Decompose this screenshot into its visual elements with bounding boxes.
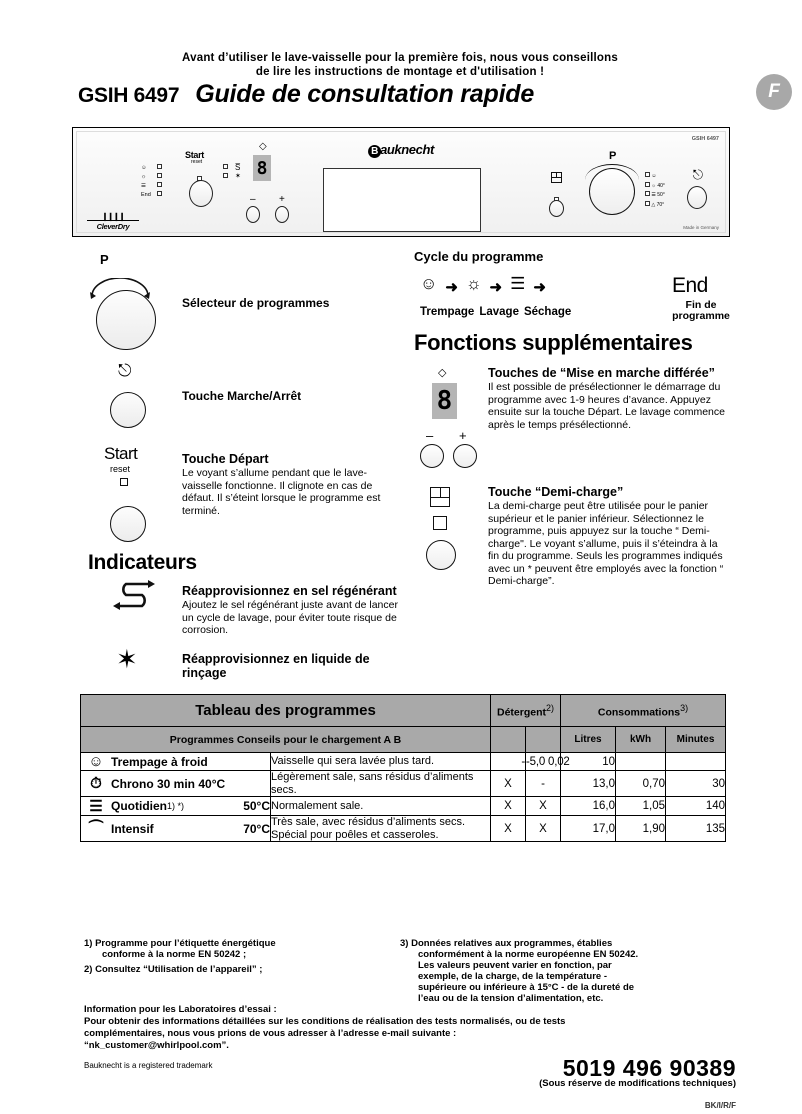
power-symbol-icon: ⎋ [118,361,132,380]
row-3-kwh: 1,90 [616,816,666,842]
delay-icons [418,366,488,443]
half-load-button[interactable] [426,540,456,570]
brand-rest: auknecht [380,142,434,157]
delay-text-block [488,366,728,431]
title-row [78,80,778,109]
start-word: Start [104,444,138,463]
cycle-name-wash: Lavage [479,306,519,318]
panel-start-button[interactable] [189,180,213,207]
half-load-lamp [433,516,447,530]
row-2-desc: Normalement sale. [271,797,491,816]
cycle-name-dry: Séchage [523,306,572,318]
start-text-block [182,452,407,517]
end-caption-line1: Fin de [685,299,717,311]
footnote-3-line5: supérieure ou inférieure à 15°C - de la dureté de [418,982,635,993]
row-3-minutes: 135 [666,816,726,842]
table-row [81,753,726,771]
footnote-right [400,938,730,1004]
lab-line2: Pour obtenir des informations détaillées sur les conditions de réalisation des tests normalisés, ou de tests [84,1016,566,1027]
cycle-step-dry [510,274,525,294]
row-2-litres: 16,0 [561,797,616,816]
power-button-illustration[interactable] [110,392,146,428]
row-2-detergent-a: X [491,797,526,816]
footnote-3-line2: conformément à la norme européenne EN 50242. [418,949,639,960]
rinse-aid-icon: ✶ [235,173,241,180]
table-detergent-b-col [526,727,561,753]
page-code: BK/I/R/F [704,1101,736,1110]
row-2-minutes: 140 [666,797,726,816]
delay-heading: Touches de “Mise en marche différée” [488,366,715,380]
row-0-empty-2 [666,753,726,771]
panel-left-lamp-column [157,164,162,200]
panel-indicator-symbols [235,163,241,181]
footnote-1-line2: conforme à la norme EN 50242 ; [102,949,247,960]
panel-right-lamp-column [223,164,228,182]
row-2-detergent-b: X [526,797,561,816]
delay-minus-label: – [426,428,434,443]
delay-diamond-icon: ◇ [259,141,267,152]
power-icon: ⎋ [692,167,703,182]
cleverdry-logo [87,214,139,231]
cycle-end-caption [668,300,734,322]
salt-body: Ajoutez le sel régénérant juste avant de lancer un cycle de lavage, pour éviter toute risque de corrosion. [182,599,398,636]
half-load-text-block [488,485,728,588]
panel-model-code: GSIH 6497 [691,136,719,142]
wash-icon: ☼ [465,274,482,293]
selector-p-label: P [100,252,109,267]
lamp-program-4 [645,201,650,206]
language-badge: F [756,74,792,110]
delay-minus-button[interactable] [420,444,444,468]
row-2-program-cell [81,797,271,816]
onoff-label: Touche Marche/Arrêt [182,389,302,403]
delay-plus-label: + [459,428,467,443]
document-number: 5019 496 90389 [562,1055,736,1081]
panel-p-label: P [609,150,617,162]
row-1-minutes: 30 [666,771,726,797]
panel-label-end: End [141,192,151,198]
row-0-minutes: 10 [561,753,616,771]
row-0-detergent-a: - [491,753,526,771]
half-load-icons [418,485,488,588]
cycle-end-word: End [672,274,708,297]
table-row [81,816,726,842]
row-0-detergent-b: - [526,755,530,768]
row-3-detergent-b: X [526,816,561,842]
row-3-detergent-a: X [491,816,526,842]
trademark-note: Bauknecht is a registered trademark [84,1061,213,1070]
row-0-name: Trempage à froid [111,754,208,769]
footnote-left [84,938,394,975]
row-0-empty-1 [616,753,666,771]
program-temp-4: 70° [656,201,665,208]
table-consumption-header [561,695,726,727]
row-1-detergent-b: - [526,771,561,797]
delay-diamond-symbol-icon: ◇ [438,367,447,379]
cycle-arrow-3: ➜ [533,279,546,296]
footnote-2: 2) Consultez “Utilisation de l’appareil” ; [84,964,263,975]
row-0-program-cell [81,753,271,771]
cycle-step-wash [466,274,482,294]
table-detergent-header [491,695,561,727]
row-0-kwh: 0,02 [548,755,570,768]
footnote-1-line1: 1) Programme pour l’étiquette énergétique [84,938,276,949]
cycle-title: Cycle du programme [414,249,544,264]
table-sub-header: Programmes Conseils pour le chargement A B [81,727,491,753]
row-0-litres: 5,0 [529,755,546,768]
footnote-3-line1: 3) Données relatives aux programmes, établies [400,938,613,949]
cycle-step-names [420,306,620,318]
panel-plus-button[interactable] [275,206,289,223]
end-caption-line2: programme [672,310,730,322]
row-1-detergent-a: X [491,771,526,797]
cold-soak-icon: ☺ [88,753,104,770]
detergent-footnote-ref: 2) [546,702,555,713]
row-2-kwh: 1,05 [616,797,666,816]
lamp-end [157,191,162,196]
made-in-label: Made in Germany [683,225,719,230]
row-2-name: Quotidien [111,799,167,813]
row-0-detergent-b-group [526,753,570,771]
row-3-litres: 17,0 [561,816,616,842]
salt-text-block [182,584,407,637]
model-number: GSIH 6497 [78,84,180,107]
brand-initial: B [368,145,381,158]
panel-minus-label: – [250,194,256,205]
footnote-3-line4: exemple, de la charge, de la température - [418,971,608,982]
panel-half-load-button[interactable] [549,200,564,217]
panel-symbol-dry: ☰ [141,183,146,189]
control-panel-illustration [72,127,730,237]
row-1-name: Chrono 30 min 40°C [111,776,226,791]
dry-icon: ☰ [510,274,526,293]
programme-table [80,694,726,842]
row-2-temp: 50°C [243,799,270,813]
row-1-desc: Légèrement sale, sans résidus d’aliments secs. [271,771,491,797]
cycle-name-soak: Trempage [420,306,475,318]
start-button-illustration[interactable] [110,506,146,542]
footnote-3-line3: Les valeurs peuvent varier en fonction, par [418,960,612,971]
lamp-wash [157,173,162,178]
rinse-heading: Réapprovisionnez en liquide de rinçage [182,652,370,680]
panel-program-knob[interactable] [589,168,635,215]
half-load-symbol-icon [430,487,450,507]
rinse-text-block [182,652,417,680]
panel-minus-button[interactable] [246,206,260,223]
selector-label: Sélecteur de programmes [182,296,330,310]
cleverdry-bars: ❙❙❙❙ [101,212,125,221]
indicators-title: Indicateurs [88,551,197,574]
half-load-icon [551,172,562,183]
lamp-salt [223,164,228,169]
salt-heading: Réapprovisionnez en sel régénérant [182,584,397,598]
table-litres-header: Litres [561,727,616,753]
lamp-program-3 [645,191,650,196]
bauknecht-logo [368,142,434,158]
table-header-row-1 [81,695,726,727]
panel-display-window [323,168,481,232]
cleverdry-label: CleverDry [87,220,139,231]
cycle-step-soak [420,274,437,294]
panel-reset-label: reset [191,159,203,165]
lab-line4: “nk_customer@whirlpool.com”. [84,1040,229,1051]
lamp-dry [157,182,162,187]
table-kwh-header: kWh [616,727,666,753]
row-3-desc: Très sale, avec résidus d’aliments secs. Spécial pour poêles et casseroles. [271,816,491,842]
chrono-30-icon: ⏱ [90,775,102,792]
panel-left-symbol-column [141,164,151,200]
table-row [81,771,726,797]
consumption-footnote-ref: 3) [680,702,689,713]
delay-display: 8 [432,383,457,419]
cycle-arrow-1: ➜ [445,279,458,296]
panel-start-label: Start [185,150,205,160]
start-lamp-illustration [120,478,128,486]
cycle-arrow-2: ➜ [489,279,503,296]
table-minutes-header: Minutes [666,727,726,753]
panel-symbol-wash: ☼ [141,174,147,180]
start-body: Le voyant s’allume pendant que le lave-vaisselle fonctionne. Il clignote en cas de défaut. Il s’éteint lorsque le programme est terminé. [182,467,381,517]
row-3-temp: 70°C [243,821,270,836]
lamp-soak [157,164,162,169]
header-note-line1: Avant d’utiliser le lave-vaisselle pour la première fois, nous vous conseillons [182,52,618,64]
reset-word: reset [110,464,131,474]
panel-power-button[interactable] [687,186,707,209]
footnote-3-line6: l’eau ou de la tension d’alimentation, etc. [418,993,604,1004]
lamp-program-1 [645,172,650,177]
delay-body: Il est possible de présélectionner le démarrage du programme avec 1-9 heures d’avance. Appuyez ensuite sur la touche Départ. Le lavage commence après le temps présélectionné. [488,381,725,431]
intensif-pot-icon: ⏜ [88,820,104,837]
table-main-header: Tableau des programmes [81,695,491,727]
row-2-footnote-ref: 1) *) [167,801,185,811]
consumption-header-text: Consommations [597,706,681,719]
panel-delay-display: 8 [253,155,271,181]
table-row [81,797,726,816]
lab-line3: complémentaires, nous vous prions de vous adresser à l’adresse e-mail suivante : [84,1028,457,1039]
page-title: Guide de consultation rapide [195,80,535,108]
half-load-heading: Touche “Demi-charge” [488,485,624,499]
rinse-aid-indicator-icon: ✶ [116,644,138,674]
start-heading: Touche Départ [182,452,269,466]
lab-line1: Information pour les Laboratoires d’essai : [84,1004,277,1015]
half-load-block [418,485,728,588]
soak-icon: ☺ [420,274,438,293]
row-1-litres: 13,0 [561,771,616,797]
half-load-body: La demi-charge peut être utilisée pour le panier supérieur et le panier inférieur. Sélectionnez le programme, puis appuyez sur la touche “ Demi-charge". Le voyant s’allume, puis il s’éteindra à la fin du programme. Seuls les programmes indiqués avec un * peuvent être employés avec la fonction “ Demi-charge”. [488,500,724,587]
row-1-kwh: 0,70 [616,771,666,797]
program-selector-knob[interactable] [96,290,156,350]
panel-plus-label: + [279,194,285,205]
row-3-program-cell [81,816,271,842]
row-1-program-cell [81,771,271,797]
detergent-header-text: Détergent [496,706,546,719]
program-temp-3: 50° [657,192,665,198]
table-header-row-2 [81,727,726,753]
delay-start-block [418,366,728,443]
panel-program-indicator-list: ☺ ☼ 40° ☰ 50° △ 70° [645,172,665,210]
panel-symbol-soak: ☺ [141,165,147,171]
header-note [120,52,680,79]
salt-indicator-icon [112,578,156,617]
technical-disclaimer: (Sous réserve de modifications techniques) [539,1078,736,1089]
header-note-line2: de lire les instructions de montage et d'utilisation ! [255,65,545,78]
row-3-name: Intensif [111,821,154,836]
salt-icon: S̅ [235,163,241,172]
quotidien-icon: ☰ [89,798,103,815]
lamp-program-2 [645,182,650,187]
functions-title: Fonctions supplémentaires [414,330,693,355]
lab-information [84,1004,684,1052]
table-detergent-a-col [491,727,526,753]
delay-plus-button[interactable] [453,444,477,468]
row-0-desc: Vaisselle qui sera lavée plus tard. [271,753,491,771]
lamp-rinse-aid [223,173,228,178]
program-temp-2: 40° [657,182,665,189]
